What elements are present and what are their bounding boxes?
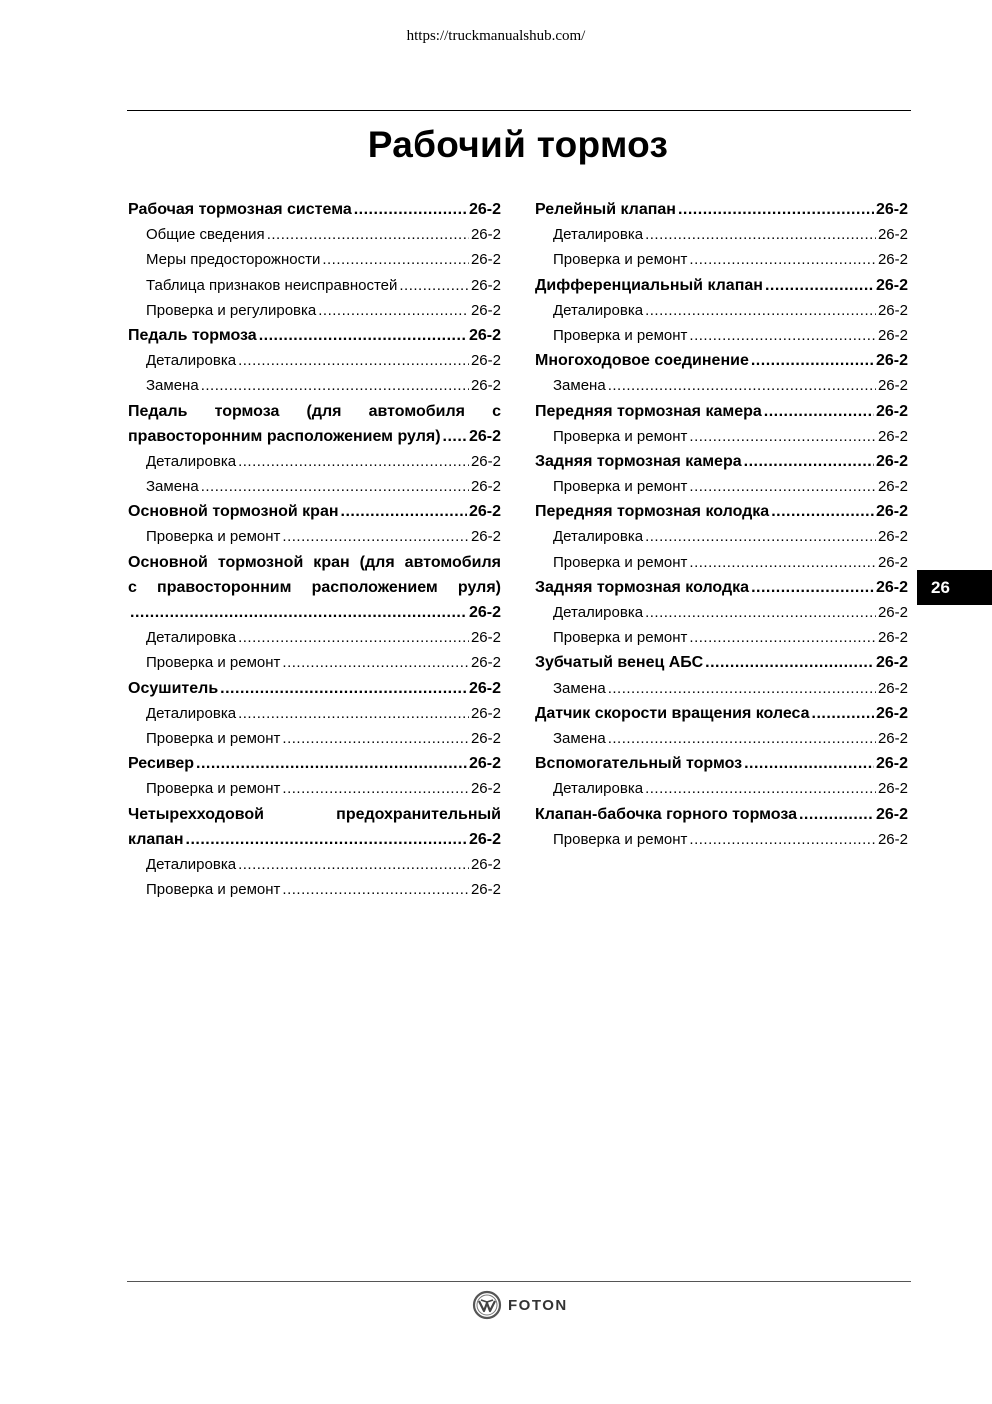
toc-section-entry[interactable] (535, 701, 908, 726)
toc-subsection-entry[interactable] (128, 726, 501, 751)
section-tab: 26 (917, 570, 992, 605)
toc-entry-title: Деталировка (553, 301, 644, 319)
toc-dot-leader (608, 676, 876, 701)
toc-page-number: 26-2 (468, 503, 501, 521)
toc-section-entry[interactable] (535, 575, 908, 600)
toc-entry-title: Проверка и ремонт (553, 326, 688, 344)
toc-dot-leader (399, 273, 469, 298)
toc-section-entry[interactable] (128, 499, 501, 524)
toc-section-entry[interactable] (128, 197, 501, 222)
toc-page-number: 26-2 (470, 881, 501, 899)
toc-dot-leader (751, 575, 874, 600)
toc-page-number: 26-2 (877, 528, 908, 546)
toc-subsection-entry[interactable] (535, 424, 908, 449)
toc-entry-title: Передняя тормозная колодка (535, 503, 770, 521)
toc-entry-title: Задняя тормозная камера (535, 452, 742, 470)
toc-entry-title: Проверка и ремонт (146, 654, 281, 672)
toc-entry-title: Зубчатый венец АБС (535, 654, 704, 672)
toc-entry-title: Педаль тормоза (128, 326, 257, 344)
toc-subsection-entry[interactable] (128, 852, 501, 877)
toc-subsection-entry[interactable] (128, 776, 501, 801)
toc-dot-leader (318, 298, 469, 323)
toc-page-number: 26-2 (875, 503, 908, 521)
toc-entry-title: правосторонним расположением руля) (128, 427, 441, 445)
toc-dot-leader (267, 222, 469, 247)
toc-page-number: 26-2 (877, 251, 908, 269)
toc-entry-title: Замена (146, 377, 199, 395)
toc-entry-title: Ресивер (128, 755, 194, 773)
toc-entry-title: Датчик скорости вращения колеса (535, 704, 810, 722)
toc-dot-leader (259, 323, 467, 348)
toc-entry-title: Замена (553, 679, 606, 697)
toc-subsection-entry[interactable] (128, 701, 501, 726)
toc-entry-title: Проверка и ремонт (553, 553, 688, 571)
toc-subsection-entry[interactable] (535, 323, 908, 348)
toc-subsection-entry[interactable] (128, 449, 501, 474)
toc-page-number: 26-2 (470, 452, 501, 470)
toc-page-number: 26-2 (468, 326, 501, 344)
toc-entry-title: Деталировка (146, 452, 237, 470)
toc-entry-title: Деталировка (146, 352, 237, 370)
toc-subsection-entry[interactable] (128, 298, 501, 323)
toc-page-number: 26-2 (875, 805, 908, 823)
toc-entry-title: клапан (128, 830, 184, 848)
toc-page-number: 26-2 (875, 352, 908, 370)
toc-entry-title: Проверка и ремонт (146, 780, 281, 798)
toc-entry-title: Многоходовое соединение (535, 352, 749, 370)
toc-entry-title: Деталировка (553, 528, 644, 546)
toc-section-entry[interactable] (535, 449, 908, 474)
toc-dot-leader (645, 776, 876, 801)
toc-right-column (535, 197, 908, 852)
toc-entry-wrapped-line[interactable]: Четырехходовой предохранительный (128, 805, 501, 823)
toc-page-number: 26-2 (470, 780, 501, 798)
toc-entry-wrapped-line[interactable]: Основной тормозной кран (для автомобиля (128, 553, 501, 571)
toc-page-number: 26-2 (877, 629, 908, 647)
toc-dot-leader (608, 373, 876, 398)
toc-dot-leader (645, 600, 876, 625)
toc-section-entry[interactable] (535, 197, 908, 222)
toc-dot-leader (130, 600, 467, 625)
toc-dot-leader (744, 751, 874, 776)
toc-entry-title: Замена (146, 478, 199, 496)
toc-entry-wrapped-line[interactable]: с правосторонним расположением руля) (128, 578, 501, 596)
toc-subsection-entry[interactable] (535, 298, 908, 323)
toc-page-number: 26-2 (468, 201, 501, 218)
toc-subsection-entry[interactable] (128, 373, 501, 398)
toc-page-number: 26-2 (877, 326, 908, 344)
toc-dot-leader (608, 726, 876, 751)
toc-page-number: 26-2 (877, 604, 908, 621)
toc-entry-title: Деталировка (146, 629, 237, 647)
logo-text: FOTON (508, 1296, 568, 1314)
toc-section-entry[interactable] (128, 323, 501, 348)
toc-section-entry[interactable] (535, 751, 908, 776)
toc-section-entry[interactable] (535, 802, 908, 827)
toc-dot-leader (238, 449, 469, 474)
toc-page-number: 26-2 (877, 427, 908, 445)
footer-logo (472, 1290, 568, 1320)
toc-subsection-entry[interactable] (535, 550, 908, 575)
toc-page-number: 26-2 (470, 377, 501, 395)
toc-section-entry[interactable] (535, 499, 908, 524)
toc-page-number: 26-2 (875, 201, 908, 218)
toc-dot-leader (322, 247, 469, 272)
toc-page-number: 26-2 (470, 251, 501, 269)
toc-page-number: 26-2 (468, 755, 501, 773)
toc-page-number: 26-2 (470, 629, 501, 647)
toc-page-number: 26-2 (470, 528, 501, 546)
toc-page-number: 26-2 (877, 830, 908, 848)
toc-page-number: 26-2 (875, 578, 908, 596)
toc-entry-title: Проверка и ремонт (146, 528, 281, 546)
toc-section-entry[interactable] (128, 424, 501, 449)
toc-entry-title: Проверка и ремонт (553, 478, 688, 496)
toc-page-number: 26-2 (468, 679, 501, 697)
toc-dot-leader (678, 197, 874, 222)
foton-logo-icon (472, 1290, 502, 1320)
toc-page-number: 26-2 (470, 855, 501, 873)
toc-page-number: 26-2 (877, 729, 908, 747)
toc-subsection-entry[interactable] (535, 524, 908, 549)
toc-dot-leader (645, 524, 876, 549)
toc-entry-title: Проверка и ремонт (146, 729, 281, 747)
toc-page-number: 26-2 (875, 276, 908, 294)
toc-page-number: 26-2 (470, 276, 501, 294)
toc-section-entry[interactable] (128, 751, 501, 776)
toc-page-number: 26-2 (877, 478, 908, 496)
toc-subsection-entry[interactable] (535, 625, 908, 650)
toc-dot-leader (354, 197, 467, 222)
toc-dot-leader (689, 474, 876, 499)
toc-subsection-entry[interactable] (128, 474, 501, 499)
toc-dot-leader (689, 323, 876, 348)
toc-dot-leader (238, 348, 469, 373)
toc-dot-leader (282, 650, 469, 675)
toc-entry-title: Деталировка (553, 604, 644, 621)
toc-dot-leader (443, 424, 467, 449)
toc-dot-leader (645, 222, 876, 247)
toc-dot-leader (812, 701, 874, 726)
toc-subsection-entry[interactable] (535, 247, 908, 272)
toc-section-entry[interactable] (128, 676, 501, 701)
toc-entry-title: Общие сведения (146, 226, 265, 244)
toc-entry-title: Меры предосторожности (146, 251, 321, 269)
toc-subsection-entry[interactable] (128, 348, 501, 373)
toc-dot-leader (744, 449, 874, 474)
toc-page-number: 26-2 (877, 301, 908, 319)
toc-subsection-entry[interactable] (535, 373, 908, 398)
toc-dot-leader (220, 676, 467, 701)
toc-subsection-entry[interactable] (128, 625, 501, 650)
toc-dot-leader (689, 550, 876, 575)
toc-dot-leader (689, 625, 876, 650)
toc-page-number: 26-2 (470, 226, 501, 244)
toc-dot-leader (689, 247, 876, 272)
toc-subsection-entry[interactable] (535, 776, 908, 801)
toc-entry-title: Проверка и ремонт (553, 427, 688, 445)
toc-page-number: 26-2 (877, 780, 908, 798)
toc-left-column (128, 197, 501, 902)
toc-subsection-entry[interactable] (128, 247, 501, 272)
toc-page-number: 26-2 (875, 755, 908, 773)
toc-page-number: 26-2 (875, 704, 908, 722)
toc-entry-title: Проверка и ремонт (553, 830, 688, 848)
toc-entry-title: Деталировка (553, 780, 644, 798)
toc-subsection-entry[interactable] (535, 474, 908, 499)
toc-page-number: 26-2 (468, 427, 501, 445)
toc-entry-title: Деталировка (146, 704, 237, 722)
toc-entry-title: Проверка и ремонт (146, 881, 281, 899)
toc-page-number: 26-2 (470, 654, 501, 672)
toc-section-entry[interactable] (535, 273, 908, 298)
toc-entry-title: Основной тормозной кран (128, 503, 339, 521)
toc-page-number: 26-2 (470, 301, 501, 319)
toc-entry-title: Замена (553, 377, 606, 395)
top-divider (127, 110, 911, 111)
toc-subsection-entry[interactable] (535, 676, 908, 701)
toc-dot-leader (201, 373, 469, 398)
toc-page-number: 26-2 (470, 729, 501, 747)
toc-entry-title: Проверка и ремонт (553, 251, 688, 269)
toc-subsection-entry[interactable] (128, 524, 501, 549)
toc-dot-leader (196, 751, 467, 776)
toc-section-entry[interactable] (128, 827, 501, 852)
toc-entry-wrapped-line[interactable]: Педаль тормоза (для автомобиля с (128, 402, 501, 420)
toc-dot-leader (282, 877, 469, 902)
page-title: Рабочий тормоз (367, 124, 669, 165)
toc-dot-leader (201, 474, 469, 499)
toc-section-entry[interactable] (535, 348, 908, 373)
toc-section-entry[interactable] (535, 650, 908, 675)
toc-subsection-entry[interactable] (535, 827, 908, 852)
toc-page-number: 26-2 (468, 604, 501, 621)
toc-entry-title: Релейный клапан (535, 201, 676, 218)
toc-entry-title: Проверка и регулировка (146, 301, 317, 319)
toc-dot-leader (238, 701, 469, 726)
toc-dot-leader (341, 499, 467, 524)
toc-dot-leader (689, 424, 876, 449)
toc-entry-title: Деталировка (146, 855, 237, 873)
toc-section-entry[interactable] (128, 600, 501, 625)
toc-page-number: 26-2 (875, 654, 908, 672)
toc-page-number: 26-2 (468, 830, 501, 848)
toc-subsection-entry[interactable] (128, 222, 501, 247)
toc-subsection-entry[interactable] (535, 600, 908, 625)
toc-entry-title: Таблица признаков неисправностей (146, 276, 398, 294)
toc-page-number: 26-2 (470, 478, 501, 496)
toc-entry-title: Замена (553, 729, 606, 747)
toc-entry-title: Передняя тормозная камера (535, 402, 762, 420)
toc-page-number: 26-2 (470, 352, 501, 370)
toc-dot-leader (282, 776, 469, 801)
toc-dot-leader (765, 273, 874, 298)
toc-dot-leader (238, 852, 469, 877)
toc-dot-leader (764, 399, 874, 424)
toc-dot-leader (771, 499, 874, 524)
toc-entry-title: Осушитель (128, 679, 219, 697)
toc-subsection-entry[interactable] (535, 222, 908, 247)
toc-page-number: 26-2 (470, 704, 501, 722)
toc-entry-title: Проверка и ремонт (553, 629, 688, 647)
toc-subsection-entry[interactable] (535, 726, 908, 751)
toc-subsection-entry[interactable] (128, 877, 501, 902)
toc-entry-title: Задняя тормозная колодка (535, 578, 750, 596)
toc-dot-leader (689, 827, 876, 852)
toc-dot-leader (282, 524, 469, 549)
toc-subsection-entry[interactable] (128, 273, 501, 298)
toc-subsection-entry[interactable] (128, 650, 501, 675)
toc-entry-title: Клапан-бабочка горного тормоза (535, 805, 797, 823)
bottom-divider (127, 1281, 911, 1282)
toc-section-entry[interactable] (535, 399, 908, 424)
toc-dot-leader (645, 298, 876, 323)
toc-page-number: 26-2 (877, 377, 908, 395)
toc-dot-leader (238, 625, 469, 650)
toc-page-number: 26-2 (877, 679, 908, 697)
toc-dot-leader (282, 726, 469, 751)
toc-page-number: 26-2 (877, 226, 908, 244)
toc-dot-leader (705, 650, 874, 675)
toc-page-number: 26-2 (875, 452, 908, 470)
toc-page-number: 26-2 (877, 553, 908, 571)
toc-entry-title: Рабочая тормозная система (128, 201, 352, 218)
toc-page-number: 26-2 (875, 402, 908, 420)
toc-entry-title: Дифференциальный клапан (535, 276, 763, 294)
toc-dot-leader (186, 827, 467, 852)
toc-dot-leader (799, 802, 874, 827)
toc-entry-title: Вспомогательный тормоз (535, 755, 743, 773)
toc-entry-title: Деталировка (553, 226, 644, 244)
header-url: https://truckmanualshub.com/ (406, 28, 586, 44)
toc-dot-leader (751, 348, 874, 373)
